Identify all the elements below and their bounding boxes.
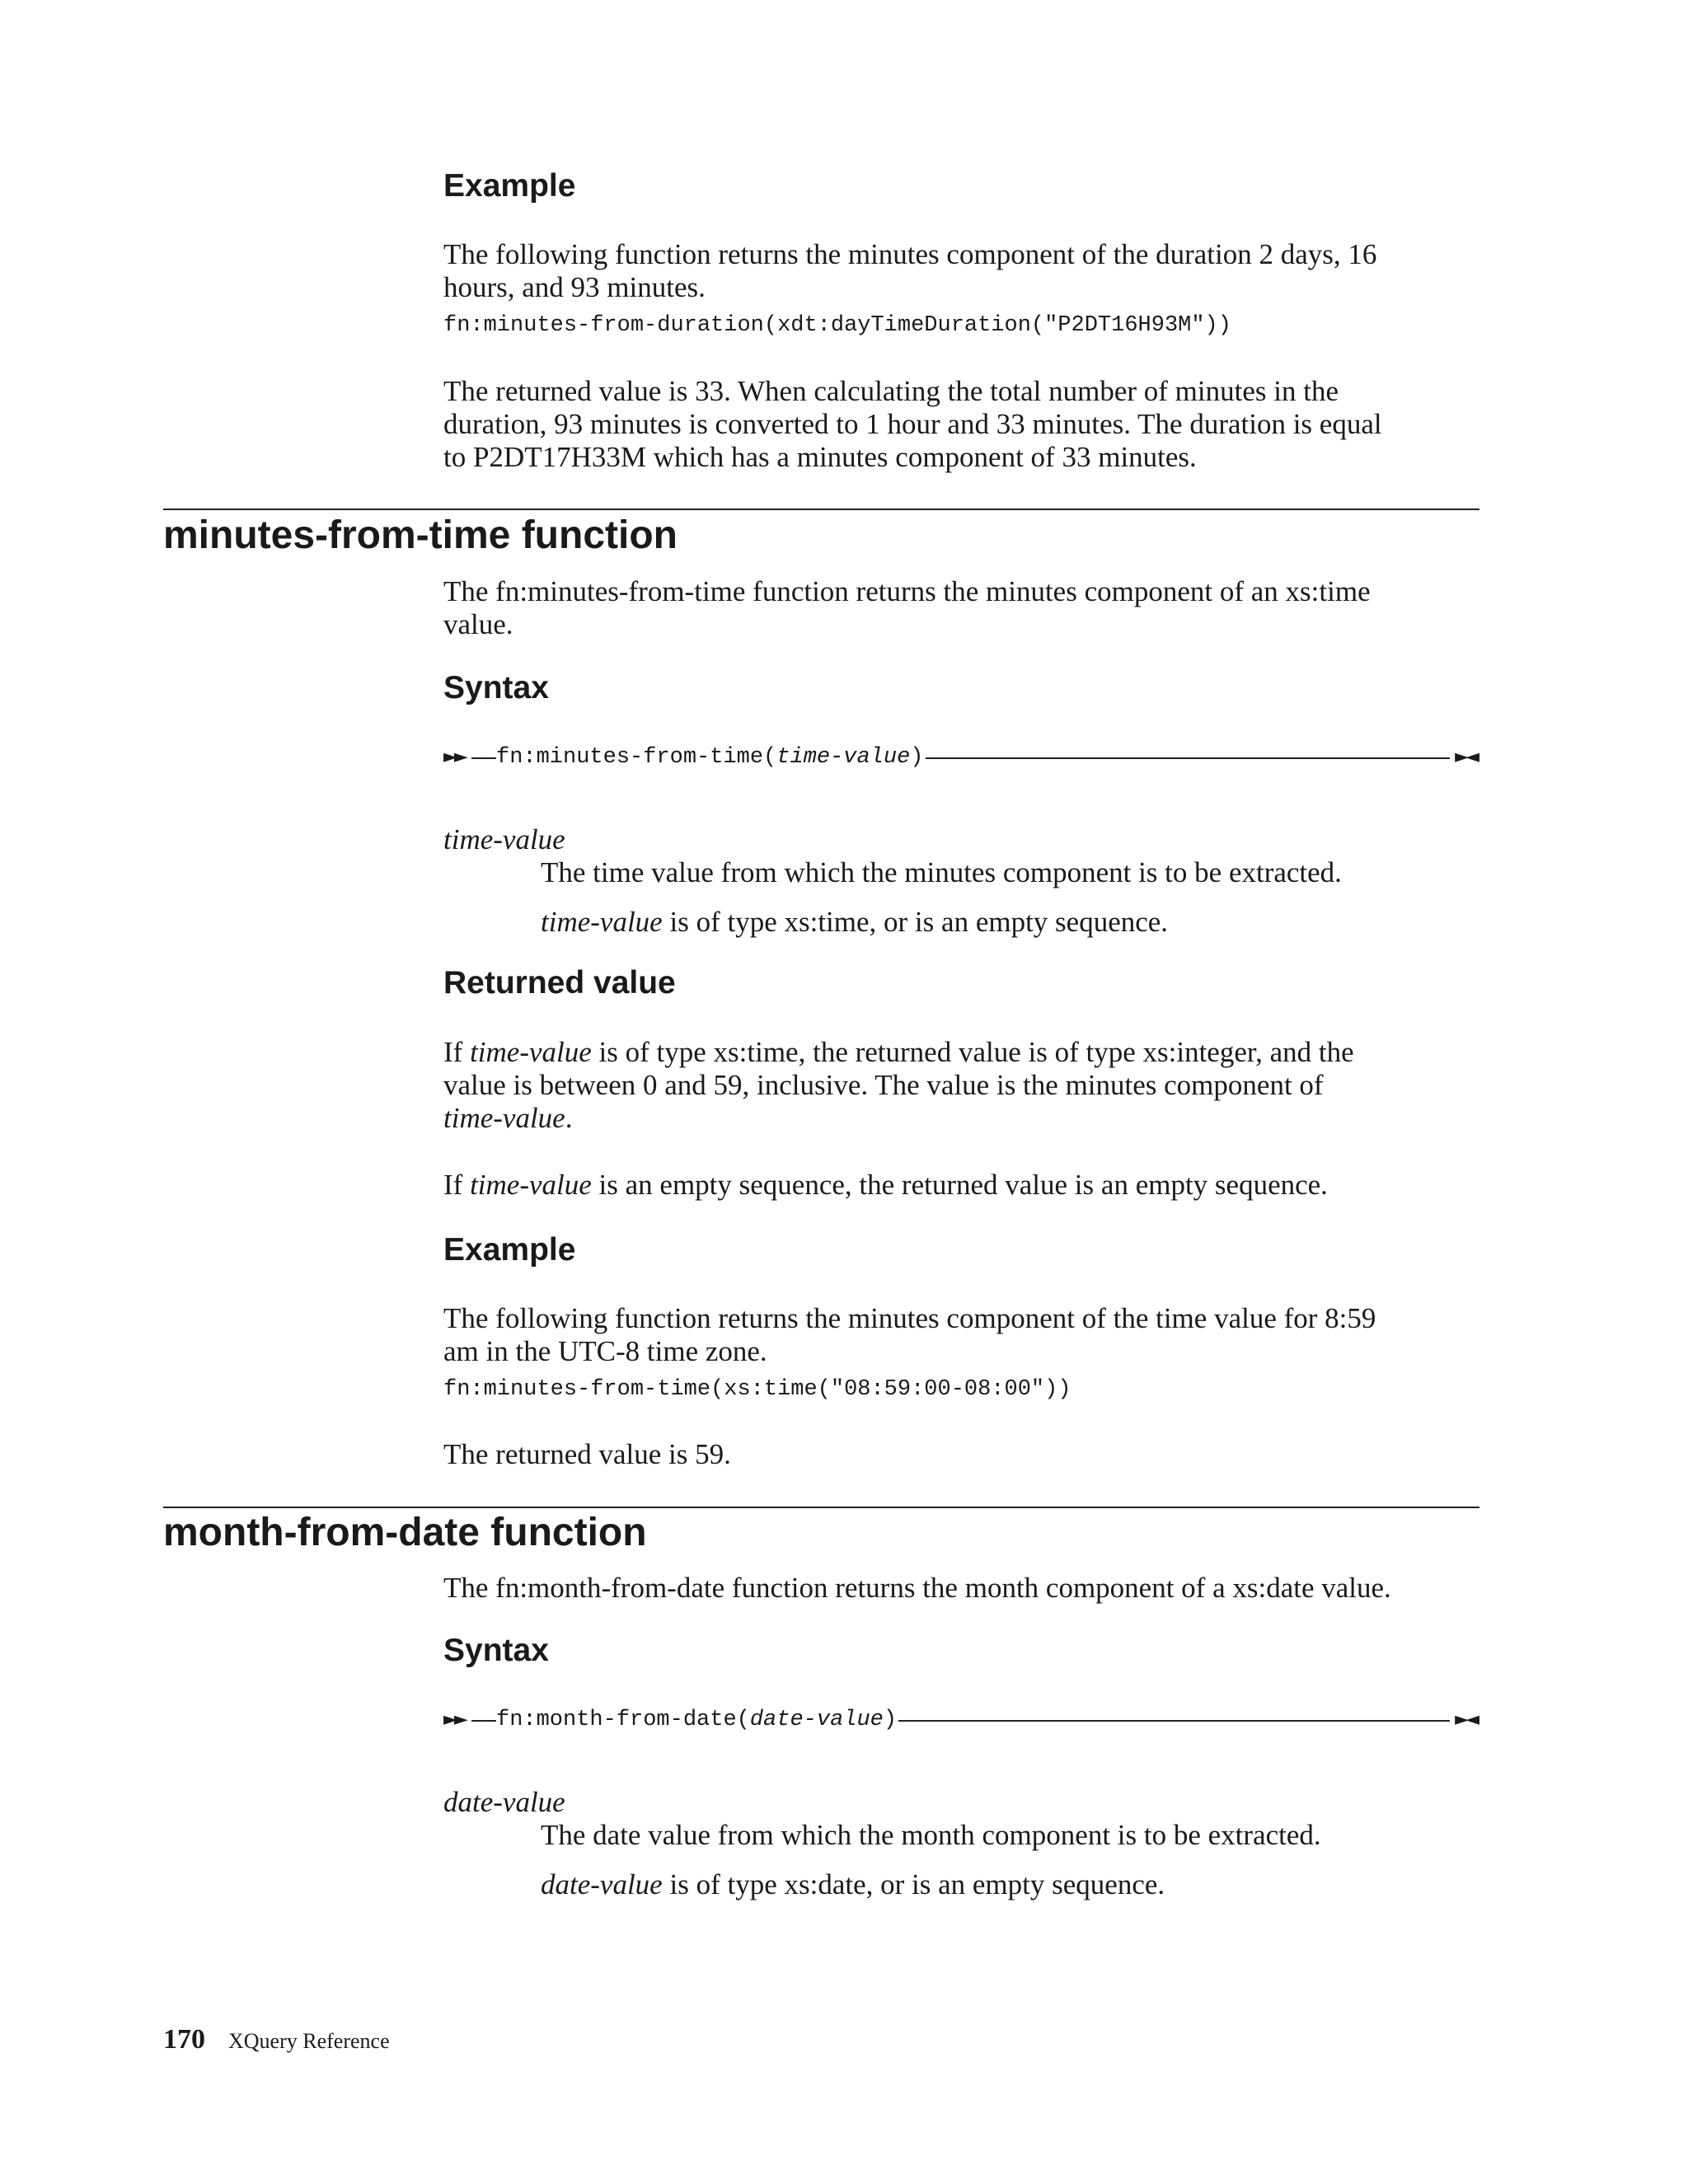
code-sample-2: fn:minutes-from-time(xs:time("08:59:00-08:00")) bbox=[443, 1377, 1071, 1402]
param-type: time-value is of type xs:time, or is an empty sequence. bbox=[541, 906, 1169, 938]
syntax-function: fn:minutes-from-time( bbox=[496, 745, 777, 770]
month-desc-line: The fn:month-from-date function returns the month component of a xs:date value. bbox=[443, 1572, 1391, 1604]
param-desc-wrap-2 bbox=[541, 1819, 1480, 1852]
top-example-intro bbox=[443, 238, 1478, 304]
top-example-code bbox=[443, 312, 1478, 340]
diagram-end-arrow-icon-2: ►◄ bbox=[1455, 1709, 1476, 1730]
diagram-start-arrow-icon: ►► bbox=[443, 747, 465, 767]
ex-line-2: am in the UTC-8 time zone. bbox=[443, 1335, 767, 1367]
param-term-wrap bbox=[443, 823, 1478, 856]
diagram-end-arrow-icon: ►◄ bbox=[1455, 747, 1476, 767]
param-type-2: date-value is of type xs:date, or is an empty sequence. bbox=[541, 1868, 1165, 1900]
syntax-diagram-month bbox=[443, 1704, 1479, 1736]
example-heading-2: Example bbox=[443, 1232, 576, 1268]
param-term-2: date-value bbox=[443, 1786, 565, 1818]
desc-line-1: The fn:minutes-from-time function returns the minutes component of an xs:time bbox=[443, 575, 1371, 607]
month-desc bbox=[443, 1572, 1478, 1605]
param-type-wrap bbox=[541, 906, 1480, 939]
result-line-1: The returned value is 33. When calculating the total number of minutes in the bbox=[443, 375, 1339, 407]
result-line-3: to P2DT17H33M which has a minutes component of 33 minutes. bbox=[443, 441, 1197, 473]
section-title-month-from-date: month-from-date function bbox=[163, 1511, 647, 1554]
example-heading-wrap bbox=[443, 1231, 1478, 1269]
top-example-section bbox=[443, 167, 1478, 205]
example-result bbox=[443, 1438, 1478, 1471]
section-title-minutes-from-time: minutes-from-time function bbox=[163, 513, 678, 557]
ret1-line-3: time-value. bbox=[443, 1102, 573, 1134]
page-footer bbox=[163, 2024, 390, 2055]
diagram-start-arrow-icon-2: ►► bbox=[443, 1709, 465, 1730]
page-number: 170 bbox=[163, 2024, 205, 2055]
example-code bbox=[443, 1376, 1478, 1404]
section-divider bbox=[163, 509, 1479, 510]
ret2-line: If time-value is an empty sequence, the returned value is an empty sequence. bbox=[443, 1169, 1328, 1201]
ret1-line-2: value is between 0 and 59, inclusive. The value is the minutes component of bbox=[443, 1069, 1324, 1101]
example-heading: Example bbox=[443, 168, 576, 204]
intro-line-2: hours, and 93 minutes. bbox=[443, 271, 706, 303]
syntax-heading-2: Syntax bbox=[443, 1633, 549, 1668]
returned-para-1 bbox=[443, 1036, 1478, 1135]
book-title: XQuery Reference bbox=[228, 2029, 390, 2053]
returned-value-heading: Returned value bbox=[443, 965, 676, 1001]
code-sample: fn:minutes-from-duration(xdt:dayTimeDuration("P2DT16H93M")) bbox=[443, 313, 1231, 338]
result-line-2: duration, 93 minutes is converted to 1 hour and 33 minutes. The duration is equal bbox=[443, 408, 1382, 440]
desc-line-2: value. bbox=[443, 608, 513, 640]
top-example-result bbox=[443, 375, 1478, 474]
returned-heading-wrap bbox=[443, 964, 1478, 1002]
syntax-diagram-minutes bbox=[443, 741, 1479, 774]
param-type-wrap-2 bbox=[541, 1868, 1480, 1901]
param-desc-2: The date value from which the month component is to be extracted. bbox=[541, 1819, 1321, 1851]
syntax-param-2: date-value bbox=[749, 1708, 884, 1732]
syntax-heading: Syntax bbox=[443, 670, 549, 705]
section-divider-2 bbox=[163, 1507, 1479, 1508]
intro-line-1: The following function returns the minutes component of the duration 2 days, 16 bbox=[443, 238, 1377, 270]
minutes-desc bbox=[443, 575, 1478, 641]
syntax-call-2 bbox=[496, 1704, 898, 1736]
syntax-close-2: ) bbox=[883, 1708, 898, 1732]
syntax-heading-wrap bbox=[443, 669, 1478, 707]
param-type-term: time-value bbox=[541, 906, 663, 938]
syntax-function-2: fn:month-from-date( bbox=[496, 1708, 750, 1732]
param-desc-wrap bbox=[541, 856, 1480, 889]
syntax-call bbox=[496, 741, 926, 774]
returned-para-2 bbox=[443, 1169, 1478, 1202]
syntax-close: ) bbox=[910, 745, 924, 770]
syntax-param: time-value bbox=[776, 745, 911, 770]
param-term-wrap-2 bbox=[443, 1786, 1478, 1819]
syntax-heading-wrap-2 bbox=[443, 1632, 1478, 1670]
ret1-line-1: If time-value is of type xs:time, the returned value is of type xs:integer, and the bbox=[443, 1036, 1354, 1068]
param-term: time-value bbox=[443, 823, 565, 855]
ex-result: The returned value is 59. bbox=[443, 1438, 731, 1470]
ex-line-1: The following function returns the minutes component of the time value for 8:59 bbox=[443, 1302, 1376, 1334]
example-intro bbox=[443, 1302, 1478, 1368]
param-desc: The time value from which the minutes component is to be extracted. bbox=[541, 856, 1342, 888]
